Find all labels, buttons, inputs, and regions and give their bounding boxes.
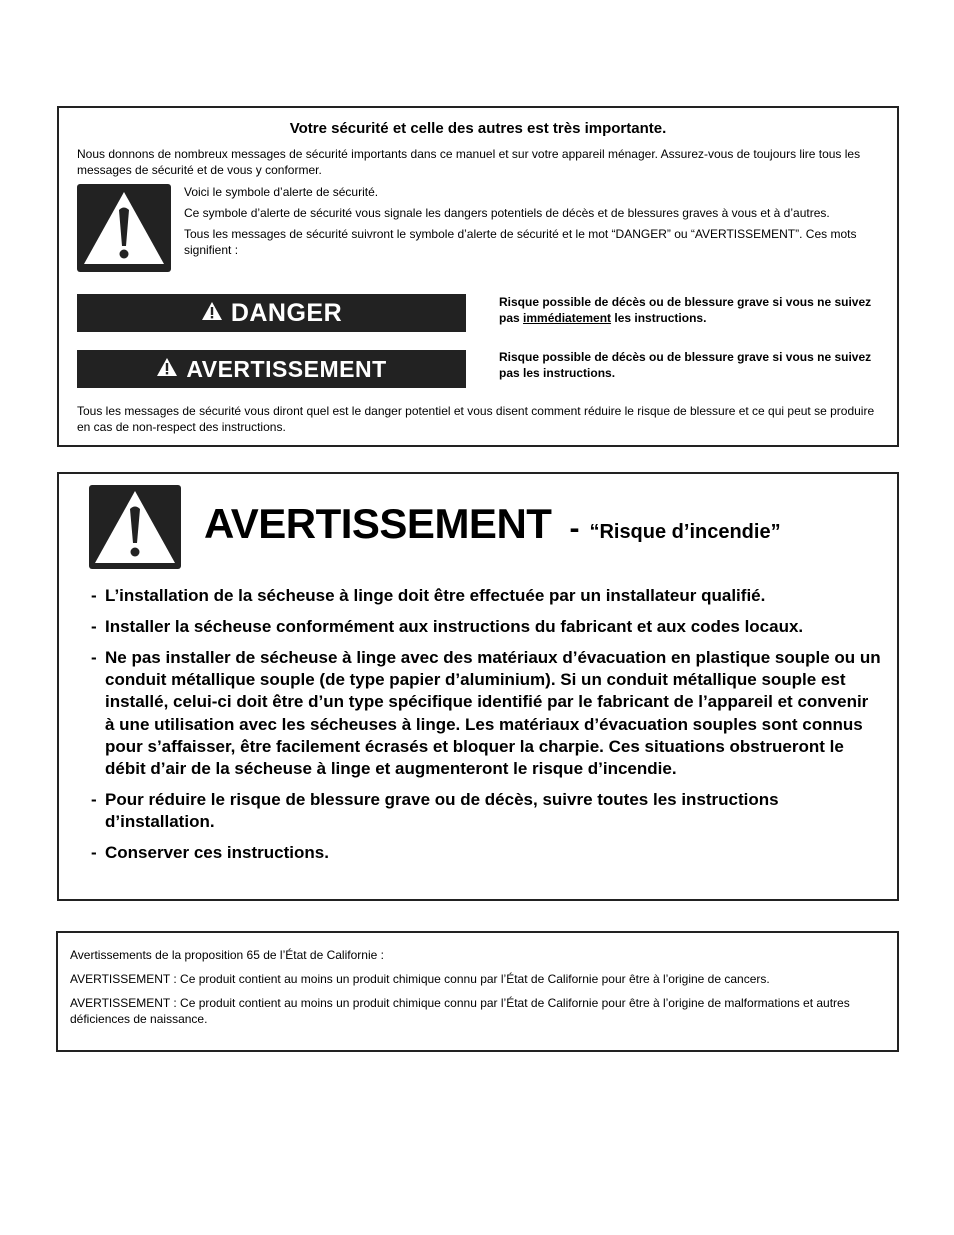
- safety-footer: Tous les messages de sécurité vous diront quel est le danger potentiel et vous disent comment réduire le risque de blessure et ce qui peut se produire en cas de non-respect des instructions.: [77, 404, 875, 434]
- symbol-line: Tous les messages de sécurité suivront le symbole d’alerte de sécurité et le mot “DANGER” ou “AVERTISSEMENT”. Ces mots signifient :: [184, 227, 857, 257]
- safety-info-box: [57, 106, 899, 447]
- danger-label: DANGER: [230, 298, 343, 327]
- list-item: - Ne pas installer de sécheuse à linge avec des matériaux d’évacuation en plastique souple ou un conduit métallique souple (de type papier d’aluminium). Si un conduit métallique souple est installé, celui-ci doit être d’un type spécifique identifié par le fabricant de l’appareil et convenir à une utilisation avec les sécheuses à linge. Les matériaux d’évacuation souples sont connus pour s’affaisser, être facilement écrasés et bloquer la charpie. Ces situations obstrueront le débit d’air de la sécheuse à linge et augmenteront le risque d’incendie.: [91, 647, 881, 781]
- warning-triangle-icon: [156, 356, 178, 383]
- list-item: - Conserver ces instructions.: [91, 842, 881, 864]
- list-item: - Installer la sécheuse conformément aux instructions du fabricant et aux codes locaux.: [91, 616, 881, 638]
- fire-warning-heading: [204, 500, 781, 548]
- fire-warning-box: [57, 472, 899, 901]
- fire-warning-subtitle: “Risque d’incendie”: [589, 521, 781, 543]
- danger-banner: [77, 294, 466, 332]
- list-item: - Pour réduire le risque de blessure grave ou de décès, suivre toutes les instructions d’installation.: [91, 789, 881, 834]
- prop65-title: Avertissements de la proposition 65 de l’État de Californie :: [70, 948, 384, 962]
- safety-alert-icon: [77, 184, 171, 272]
- prop65-line: AVERTISSEMENT : Ce produit contient au moins un produit chimique connu par l’État de Californie pour être à l’origine de cancers.: [70, 972, 770, 986]
- safety-symbol-explanations: [184, 184, 874, 263]
- danger-description: [499, 294, 889, 326]
- prop65-box: [56, 931, 899, 1052]
- danger-desc-text: Risque possible de décès ou de blessure grave si vous ne suivez pas: [499, 295, 872, 325]
- safety-alert-icon: [89, 485, 181, 569]
- danger-desc-emphasis: immédiatement: [523, 311, 612, 325]
- warning-label: AVERTISSEMENT: [186, 355, 387, 382]
- safety-title: Votre sécurité et celle des autres est très importante.: [289, 120, 667, 137]
- fire-warning-title: AVERTISSEMENT: [204, 500, 552, 547]
- prop65-line: AVERTISSEMENT : Ce produit contient au moins un produit chimique connu par l’État de Californie pour être à l’origine de malformations et autres déficiences de naissance.: [70, 996, 850, 1026]
- safety-intro: Nous donnons de nombreux messages de sécurité importants dans ce manuel et sur votre appareil ménager. Assurez-vous de toujours lire tous les messages de sécurité et de vous y conformer.: [77, 147, 861, 177]
- list-item: - L’installation de la sécheuse à linge doit être effectuée par un installateur qualifié.: [91, 585, 881, 607]
- symbol-line: Voici le symbole d’alerte de sécurité.: [184, 185, 379, 199]
- prop65-text: [70, 947, 880, 1035]
- danger-desc-text-end: les instructions.: [611, 311, 707, 325]
- warning-banner: [77, 350, 466, 388]
- fire-warning-list: [91, 585, 881, 873]
- heading-dash: -: [569, 512, 580, 545]
- warning-description: Risque possible de décès ou de blessure grave si vous ne suivez pas les instructions.: [499, 350, 872, 380]
- warning-triangle-icon: [201, 299, 223, 328]
- symbol-line: Ce symbole d’alerte de sécurité vous signale les dangers potentiels de décès et de blessures graves à vous et à d’autres.: [184, 206, 830, 220]
